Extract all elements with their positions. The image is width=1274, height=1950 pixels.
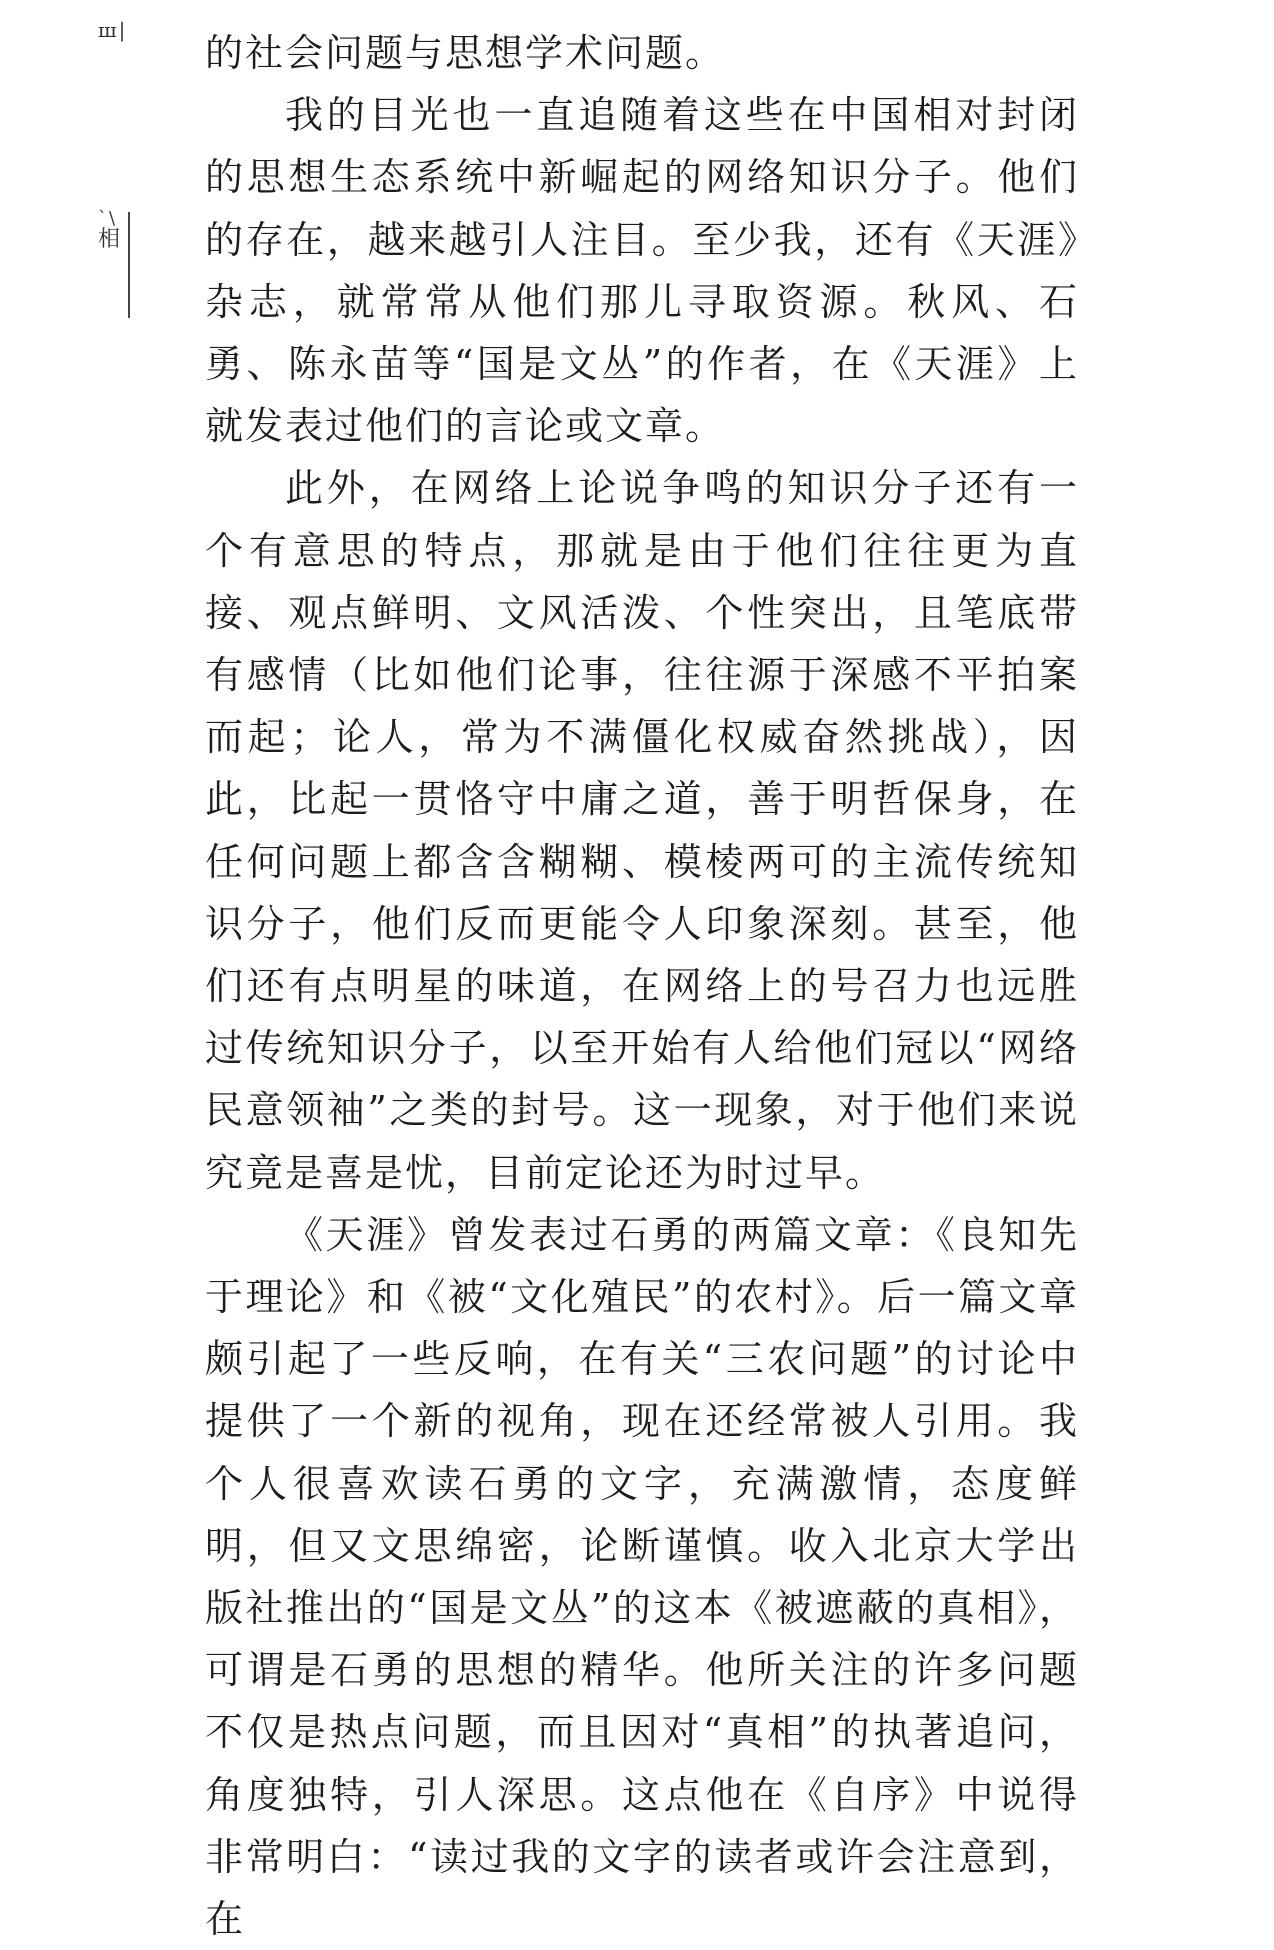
paragraph-continued: 的社会问题与思想学术问题。 bbox=[205, 31, 726, 75]
margin-fragment-char: 相 bbox=[98, 227, 121, 252]
body-text bbox=[205, 22, 1079, 1950]
margin-rule bbox=[128, 212, 130, 318]
paragraph: 《天涯》曾发表过石勇的两篇文章：《良知先于理论》和《被“文化殖民”的农村》。后一篇文章颇引起了一些反响，在有关“三农问题”的讨论中提供了一个新的视角，现在还经常被人引用。我个人很喜欢读石勇的文字，充满激情，态度鲜明，但又文思绵密，论断谨慎。收入北京大学出版社推出的“国是文丛”的这本《被遮蔽的真相》，可谓是石勇的思想的精华。他所关注的许多问题不仅是热点问题，而且因对“真相”的执著追问，角度独特，引人深思。这点他在《自序》中说得非常明白：“读过我的文字的读者或许会注意到，在 bbox=[205, 1212, 1079, 1942]
paragraph: 此外，在网络上论说争鸣的知识分子还有一个有意思的特点，那就是由于他们往往更为直接、观点鲜明、文风活泼、个性突出，且笔底带有感情（比如他们论事，往往源于深感不平拍案而起；论人，常为不满僵化权威奋然挑战），因此，比起一贯恪守中庸之道，善于明哲保身，在任何问题上都含含糊糊、模棱两可的主流传统知识分子，他们反而更能令人印象深刻。甚至，他们还有点明星的味道，在网络上的号召力也远胜过传统知识分子，以至开始有人给他们冠以“网络民意领袖”之类的封号。这一现象，对于他们来说究竟是喜是忧，目前定论还为时过早。 bbox=[205, 466, 1079, 1195]
margin-header-fragment: ш| bbox=[98, 18, 128, 42]
paragraph: 我的目光也一直追随着这些在中国相对封闭的思想生态系统中新崛起的网络知识分子。他们的存在，越来越引人注目。至少我，还有《天涯》杂志，就常常从他们那儿寻取资源。秋风、石勇、陈永苗等“国是文丛”的作者，在《天涯》上就发表过他们的言论或文章。 bbox=[205, 93, 1079, 449]
margin-fragment-mark: `\ bbox=[98, 208, 118, 229]
margin-running-header bbox=[98, 208, 132, 254]
